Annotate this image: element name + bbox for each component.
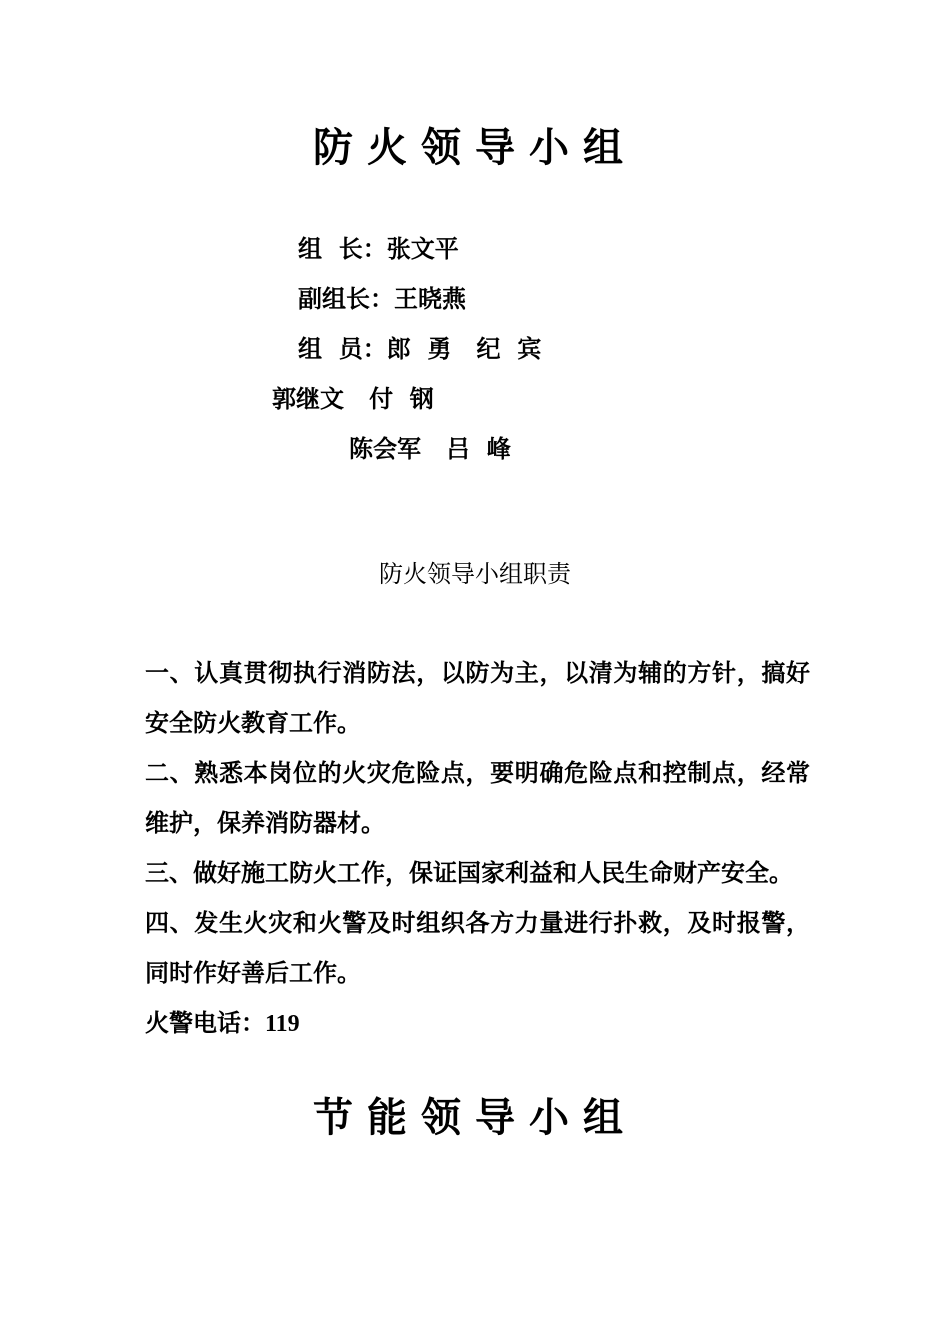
fire-phone: [145, 998, 810, 1049]
fire-phone-label: 火警电话：: [145, 1008, 265, 1037]
duty-item-2: 二、熟悉本岗位的火灾危险点，要明确危险点和控制点，经常维护，保养消防器材。: [145, 758, 810, 837]
duty-item-4: 四、发生火灾和火警及时组织各方力量进行扑救，及时报警，同时作好善后工作。: [145, 908, 810, 987]
duty-item-3: 三、做好施工防火工作，保证国家利益和人民生命财产安全。: [145, 858, 793, 887]
group-members-line-3: 陈会军 吕 峰: [349, 434, 511, 463]
deputy-leader: 副组长：王晓燕: [298, 284, 466, 313]
group-members-line-1: 组 员：郎 勇 纪 宾: [298, 334, 542, 363]
duties-list: [145, 648, 810, 1049]
group-leader: 组 长：张文平: [298, 234, 459, 263]
energy-group-title: 节能领导小组: [313, 1094, 637, 1141]
duties-title: 防火领导小组职责: [379, 560, 571, 588]
fire-group-title: 防火领导小组: [313, 124, 637, 171]
group-members-line-2: 郭继文 付 钢: [272, 384, 434, 413]
fire-phone-number: 119: [265, 1011, 300, 1037]
duty-item-1: 一、认真贯彻执行消防法，以防为主，以清为辅的方针，搞好安全防火教育工作。: [145, 658, 810, 737]
